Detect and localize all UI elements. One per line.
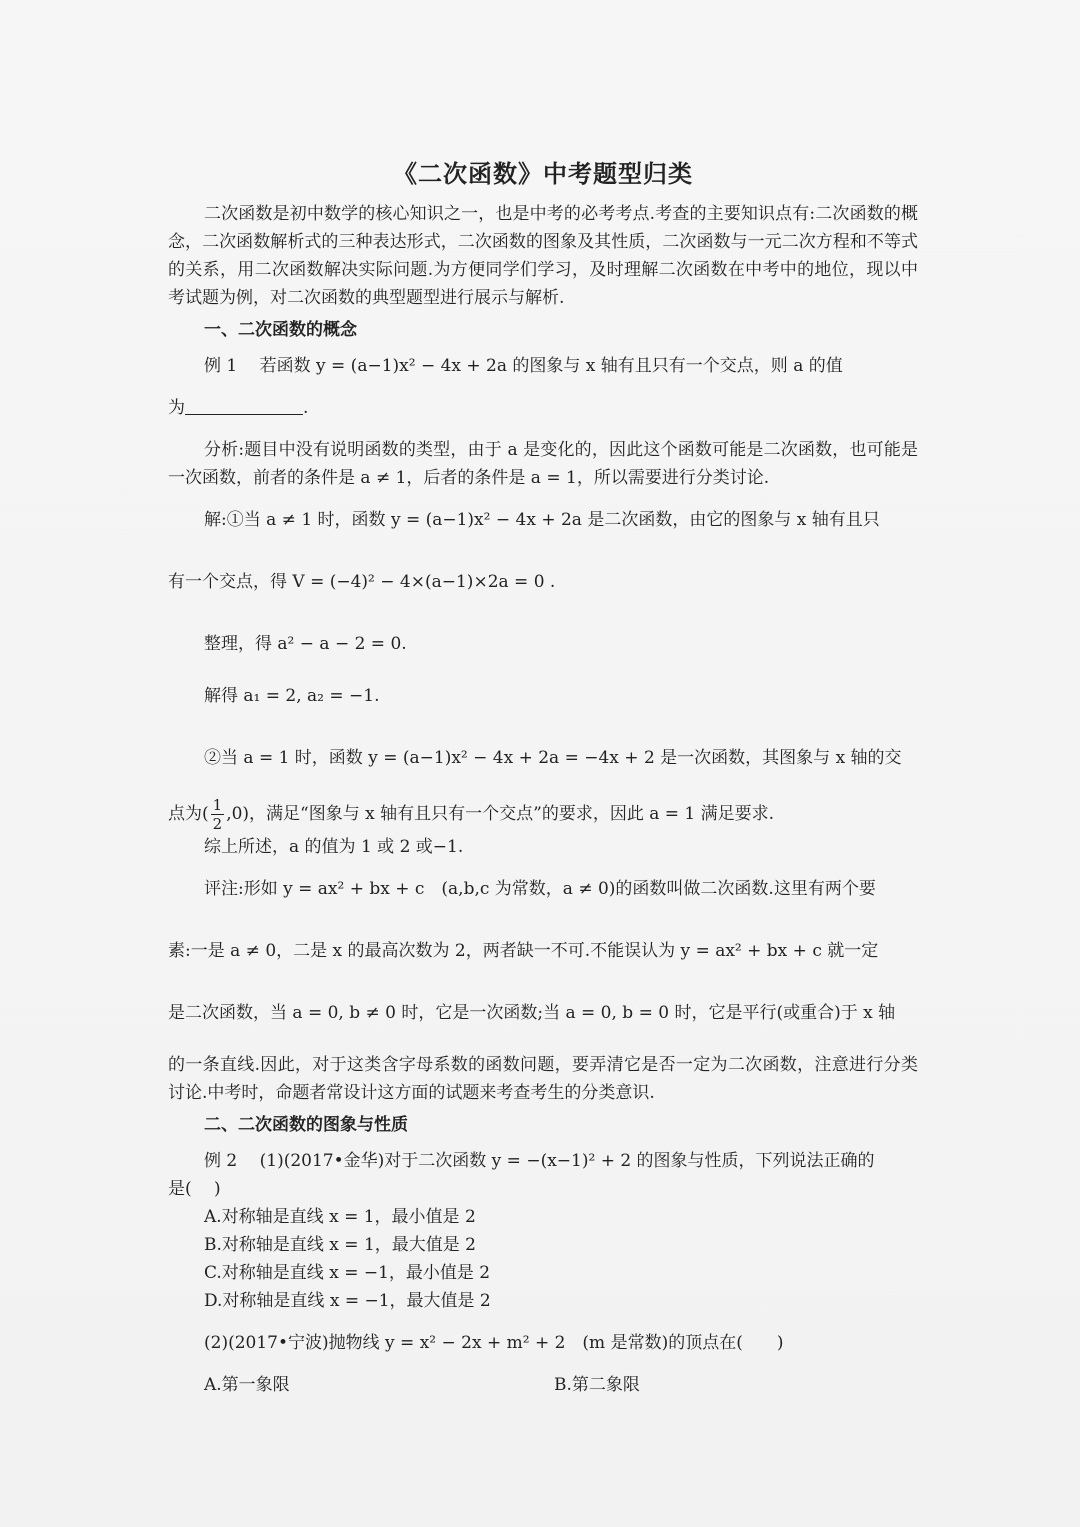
section-heading-2: 二、二次函数的图象与性质 — [204, 1115, 408, 1135]
option-2-a: A.第一象限 — [204, 1375, 290, 1395]
page-title: 《二次函数》中考题型归类 — [393, 159, 693, 188]
solution-2-suffix: ,0)，满足“图象与 x 轴有且只有一个交点”的要求，因此 a = 1 满足要求. — [226, 804, 775, 824]
option-b: B.对称轴是直线 x = 1，最大值是 2 — [204, 1235, 476, 1255]
fraction-numerator: 1 — [212, 796, 223, 814]
option-2-b: B.第二象限 — [554, 1375, 640, 1395]
answer-blank — [185, 396, 303, 415]
intro-paragraph: 二次函数是初中数学的核心知识之一，也是中考的必考考点.考查的主要知识点有:二次函数的概念，二次函数解析式的三种表达形式，二次函数的图象及其性质，二次函数与一元二次方程和不等式的关系，用二次函数解决实际问题.为方便同学们学习，及时理解二次函数在中考中的地位，现以中考试题为例，对二次函数的典型题型进行展示与解析. — [168, 204, 918, 308]
example-1-question-blank — [168, 394, 918, 422]
blank-suffix: . — [303, 398, 309, 418]
solution-2-line-a: ②当 a = 1 时，函数 y = (a−1)x² − 4x + 2a = −4x + 2 是一次函数，其图象与 x 轴的交 — [204, 748, 902, 768]
remark-line-c: 是二次函数，当 a = 0, b ≠ 0 时，它是一次函数;当 a = 0, b = 0 时，它是平行(或重合)于 x 轴 — [168, 1003, 896, 1023]
document-content — [168, 160, 918, 1399]
summary-line: 综上所述，a 的值为 1 或 2 或−1. — [204, 837, 464, 857]
option-a: A.对称轴是直线 x = 1，最小值是 2 — [204, 1207, 476, 1227]
fraction-one-half — [211, 796, 225, 833]
solution-2-line-b — [168, 796, 918, 833]
remark-line-a: 评注:形如 y = ax² + bx + c (a,b,c 为常数，a ≠ 0)的函数叫做二次函数.这里有两个要 — [204, 879, 876, 899]
example-2-part-2-question: (2)(2017•宁波)抛物线 y = x² − 2x + m² + 2 (m 是常数)的顶点在( ) — [204, 1333, 784, 1353]
example-2-question-end: 是( ) — [168, 1179, 221, 1199]
remark-line-b: 素:一是 a ≠ 0，二是 x 的最高次数为 2，两者缺一不可.不能误认为 y = ax² + bx + c 就一定 — [168, 941, 879, 961]
solution-1-line-d: 解得 a₁ = 2, a₂ = −1. — [204, 686, 380, 706]
solution-2-prefix: 点为( — [168, 804, 209, 824]
fraction-denominator: 2 — [212, 815, 223, 833]
solution-1-line-b: 有一个交点，得 V = (−4)² − 4×(a−1)×2a = 0 . — [168, 572, 556, 592]
solution-1-line-a: 解:①当 a ≠ 1 时，函数 y = (a−1)x² − 4x + 2a 是二次函数，由它的图象与 x 轴有且只 — [204, 510, 880, 530]
blank-prefix: 为 — [168, 398, 185, 418]
example-1-question: 例 1 若函数 y = (a−1)x² − 4x + 2a 的图象与 x 轴有且只有一个交点，则 a 的值 — [204, 356, 843, 376]
solution-1-line-c: 整理，得 a² − a − 2 = 0. — [204, 634, 407, 654]
remark-line-d: 的一条直线.因此，对于这类含字母系数的函数问题，要弄清它是否一定为二次函数，注意进行分类讨论.中考时，命题者常设计这方面的试题来考查考生的分类意识. — [168, 1055, 918, 1103]
example-2-question: 例 2 (1)(2017•金华)对于二次函数 y = −(x−1)² + 2 的图象与性质，下列说法正确的 — [204, 1151, 875, 1171]
section-heading-1: 一、二次函数的概念 — [204, 320, 357, 340]
option-d: D.对称轴是直线 x = −1，最大值是 2 — [204, 1291, 491, 1311]
example-2-part-2-options — [204, 1371, 918, 1399]
example-1-analysis: 分析:题目中没有说明函数的类型，由于 a 是变化的，因此这个函数可能是二次函数，也可能是一次函数，前者的条件是 a ≠ 1，后者的条件是 a = 1，所以需要进行分类讨论. — [168, 440, 918, 488]
option-c: C.对称轴是直线 x = −1，最小值是 2 — [204, 1263, 491, 1283]
